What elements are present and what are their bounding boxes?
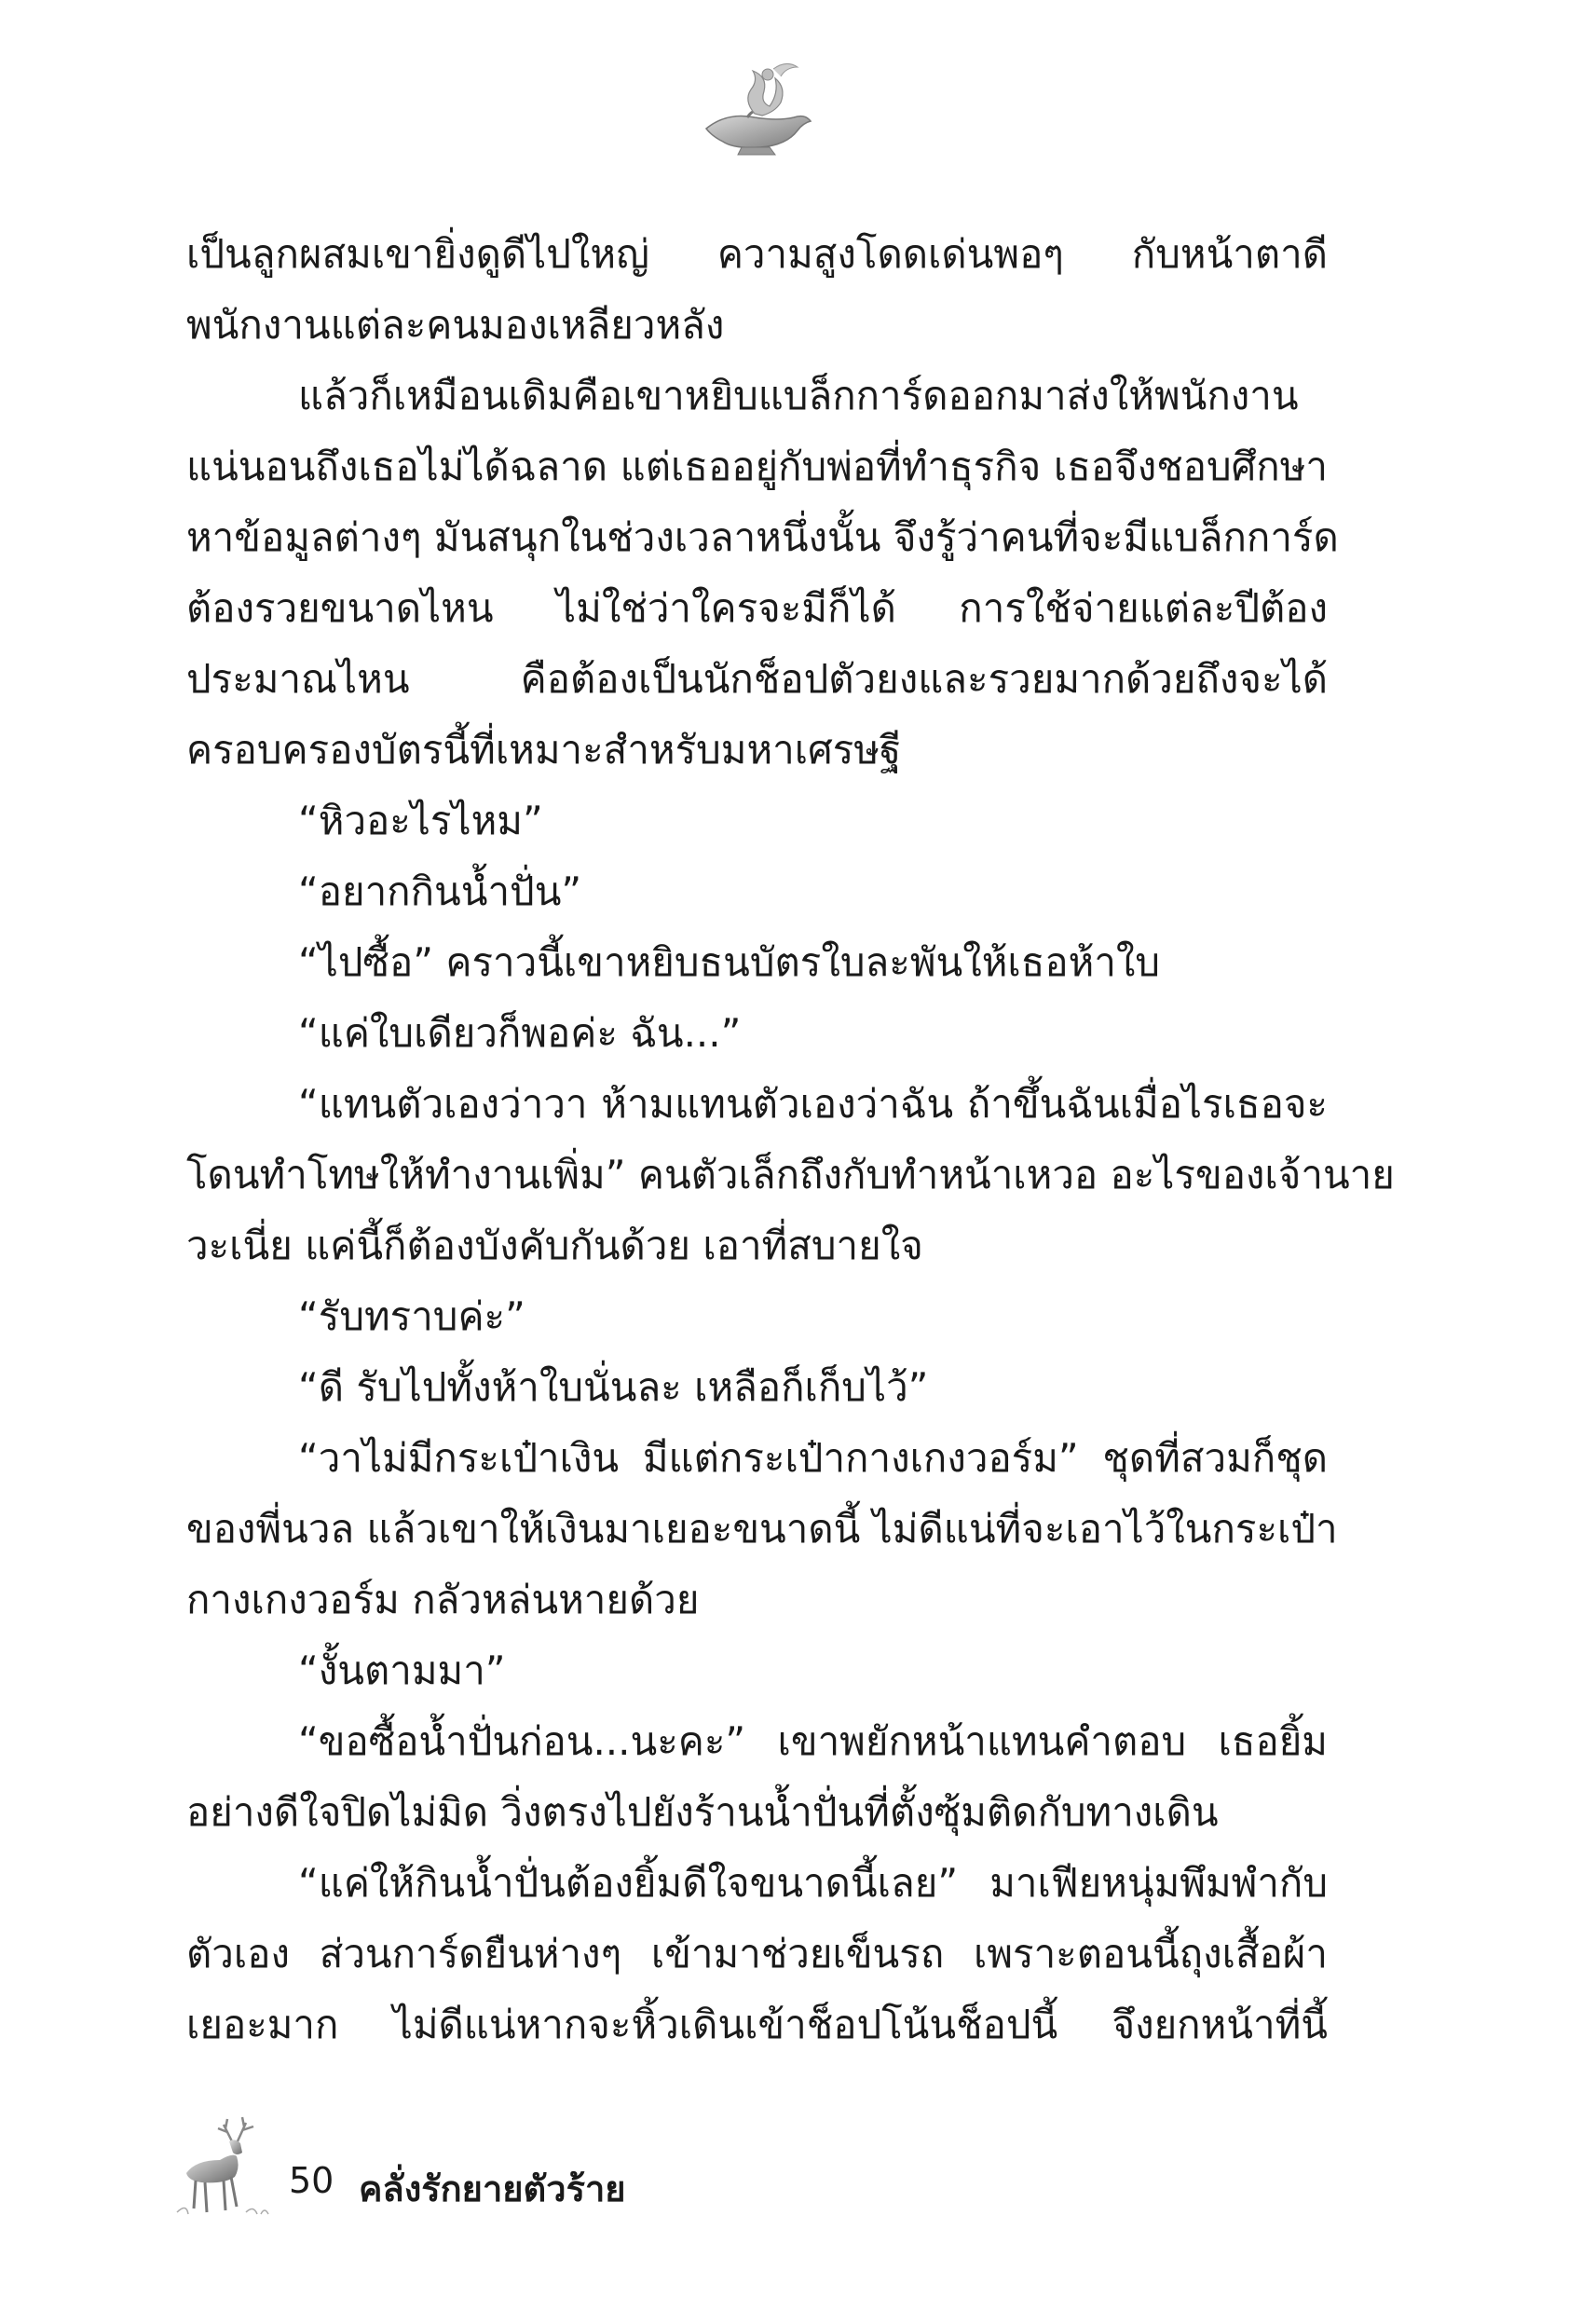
text-line: หาข้อมูลต่างๆ มันสนุกในช่วงเวลาหนึ่งนั้น จึงรู้ว่าคนที่จะมีแบล็กการ์ด [186,514,1339,560]
text-line: เป็นลูกผสมเขายิ่งดูดีไปใหญ่ ความสูงโดดเด่นพอๆ กับหน้าตาดี [186,231,1328,277]
book-title: คลั่งรักยายตัวร้าย [359,2168,626,2209]
text-line: “ดี รับไปทั้งห้าใบนั่นละ เหลือก็เก็บไว้” [298,1364,929,1410]
text-line: กางเกงวอร์ม กลัวหล่นหายด้วย [186,1577,700,1622]
text-line: “หิวอะไรไหม” [298,798,543,843]
text-line: “วาไม่มีกระเป๋าเงิน มีแต่กระเป๋ากางเกงวอร์ม” ชุดที่สวมก็ชุด [298,1435,1328,1481]
page-number: 50 [289,2160,334,2201]
text-line: “ขอซื้อน้ำปั่นก่อน...นะคะ” เขาพยักหน้าแทนคำตอบ เธอยิ้ม [298,1718,1328,1764]
deer-icon [168,2115,280,2218]
text-line: ตัวเอง ส่วนการ์ดยืนห่างๆ เข้ามาช่วยเข็นรถ เพราะตอนนี้ถุงเสื้อผ้า [186,1931,1328,1976]
text-line: “ไปซื้อ” คราวนี้เขาหยิบธนบัตรใบละพันให้เธอห้าใบ [298,939,1161,985]
text-line: “งั้นตามมา” [298,1648,506,1693]
text-line: เยอะมาก ไม่ดีแน่หากจะหิ้วเดินเข้าช็อปโน้นช็อปนี้ จึงยกหน้าที่นี้ [186,2002,1328,2047]
text-line: ของพี่นวล แล้วเขาให้เงินมาเยอะขนาดนี้ ไม่ดีแน่ที่จะเอาไว้ในกระเป๋า [186,1506,1338,1552]
body-text [186,219,1395,2060]
page-footer [168,2115,820,2218]
text-line: อย่างดีใจปิดไม่มิด วิ่งตรงไปยังร้านน้ำปั่นที่ตั้งซุ้มติดกับทางเดิน [186,1789,1219,1835]
text-line: “รับทราบค่ะ” [298,1293,525,1339]
genie-lamp-icon [689,56,820,158]
text-line: “แค่ใบเดียวก็พอค่ะ ฉัน...” [298,1010,742,1056]
text-line: ครอบครองบัตรนี้ที่เหมาะสำหรับมหาเศรษฐี [186,727,902,773]
text-line: โดนทำโทษให้ทำงานเพิ่ม” คนตัวเล็กถึงกับทำหน้าเหวอ อะไรของเจ้านาย [186,1152,1395,1197]
text-line: “แทนตัวเองว่าวา ห้ามแทนตัวเองว่าฉัน ถ้าขึ้นฉันเมื่อไรเธอจะ [298,1081,1328,1127]
text-line: ต้องรวยขนาดไหน ไม่ใช่ว่าใครจะมีก็ได้ การใช้จ่ายแต่ละปีต้อง [186,585,1328,631]
text-line: พนักงานแต่ละคนมองเหลียวหลัง [186,302,725,348]
text-line: “อยากกินน้ำปั่น” [298,868,582,914]
text-line: วะเนี่ย แค่นี้ก็ต้องบังคับกันด้วย เอาที่สบายใจ [186,1223,923,1268]
text-line: แน่นอนถึงเธอไม่ได้ฉลาด แต่เธออยู่กับพ่อที่ทำธุรกิจ เธอจึงชอบศึกษา [186,444,1328,489]
text-line: แล้วก็เหมือนเดิมคือเขาหยิบแบล็กการ์ดออกมาส่งให้พนักงาน [298,373,1299,418]
text-line: ประมาณไหน คือต้องเป็นนักช็อปตัวยงและรวยมากด้วยถึงจะได้ [186,656,1328,702]
text-line: “แค่ให้กินน้ำปั่นต้องยิ้มดีใจขนาดนี้เลย” มาเฟียหนุ่มพึมพำกับ [298,1860,1328,1906]
